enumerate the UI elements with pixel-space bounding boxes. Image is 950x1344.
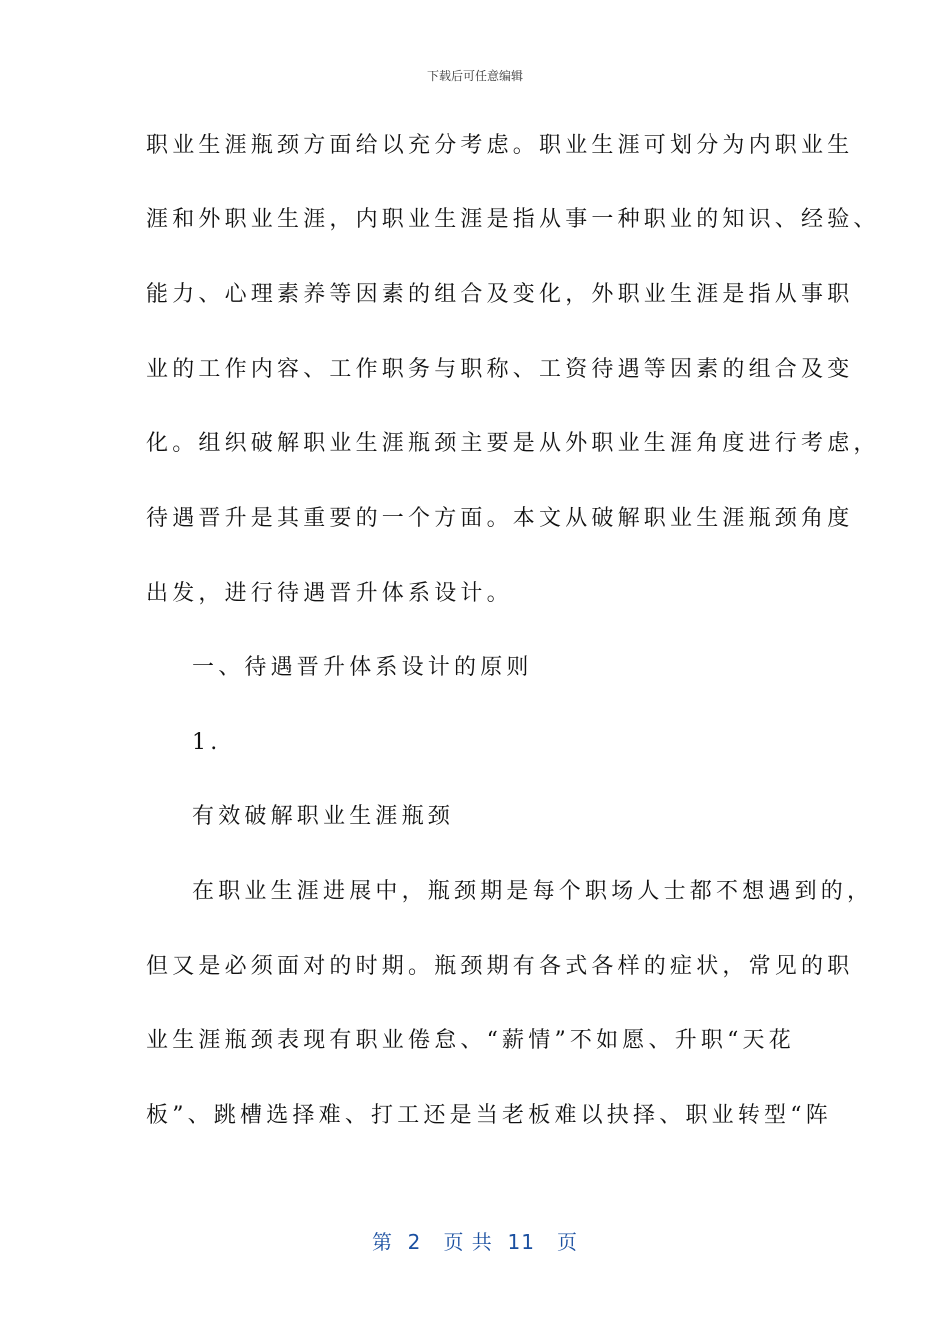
body-text-line: 但又是必须面对的时期。瓶颈期有各式各样的症状，常见的职 — [146, 954, 854, 979]
subsection-heading: 有效破解职业生涯瓶颈 — [192, 804, 455, 829]
body-text-line: 业的工作内容、工作职务与职称、工资待遇等因素的组合及变 — [146, 357, 854, 382]
body-text-line: 涯和外职业生涯，内职业生涯是指从事一种职业的知识、经验、 — [146, 207, 880, 232]
body-text-line: 待遇晋升是其重要的一个方面。本文从破解职业生涯瓶颈角度 — [146, 506, 854, 531]
body-text-line: 化。组织破解职业生涯瓶颈主要是从外职业生涯角度进行考虑， — [146, 431, 880, 456]
page-number-footer: 第 2 页 共 11 页 — [371, 1230, 579, 1254]
body-text-line: 板”、跳槽选择难、打工还是当老板难以抉择、职业转型“阵 — [146, 1103, 832, 1128]
body-text-line: 出发，进行待遇晋升体系设计。 — [146, 581, 513, 606]
page-header-note: 下载后可任意编辑 — [426, 69, 523, 83]
section-heading: 一、待遇晋升体系设计的原则 — [192, 655, 533, 680]
body-text-line: 能力、心理素养等因素的组合及变化，外职业生涯是指从事职 — [146, 282, 854, 307]
body-text-line: 职业生涯瓶颈方面给以充分考虑。职业生涯可划分为内职业生 — [146, 133, 854, 158]
body-text-line: 在职业生涯进展中，瓶颈期是每个职场人士都不想遇到的， — [192, 879, 874, 904]
list-number: 1. — [192, 730, 222, 755]
body-text-line: 业生涯瓶颈表现有职业倦怠、“薪情”不如愿、升职“天花 — [146, 1028, 795, 1053]
